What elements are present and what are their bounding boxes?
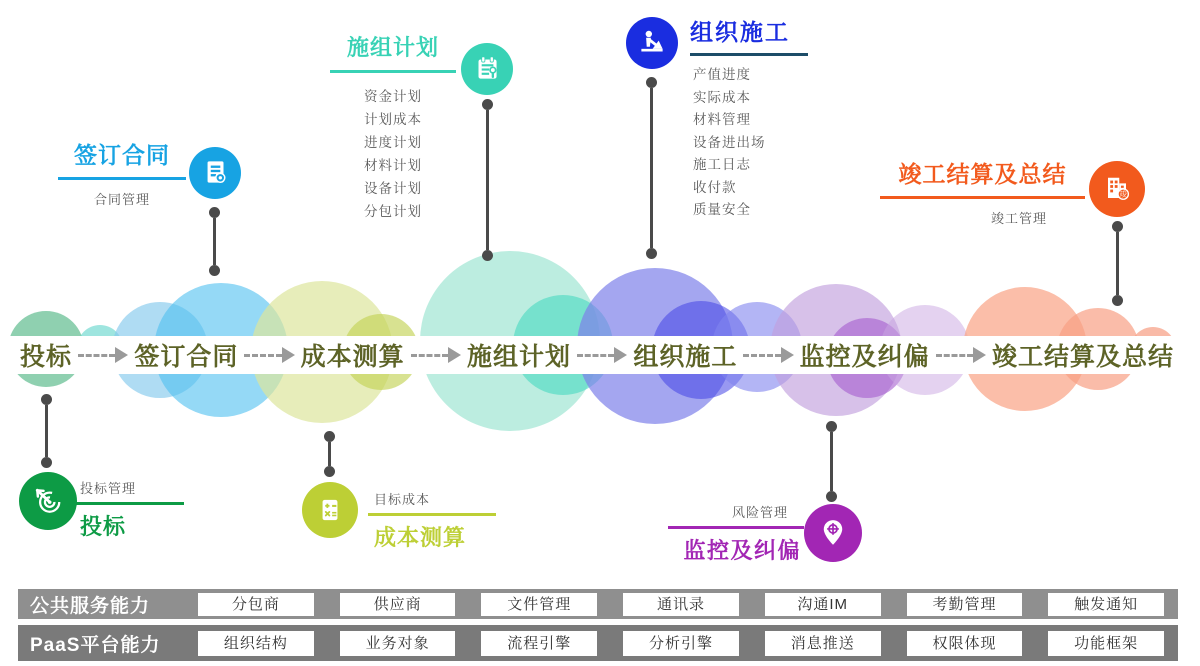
callout-construction-plan bbox=[330, 31, 456, 223]
callout-organize-construction bbox=[690, 14, 812, 222]
callout-underline bbox=[368, 513, 496, 516]
connector-dot bbox=[41, 394, 52, 405]
connector-dot bbox=[41, 457, 52, 468]
timeline-step: 竣工结算及总结 bbox=[991, 343, 1174, 371]
callout-item-list bbox=[690, 64, 812, 222]
connector-dot bbox=[209, 207, 220, 218]
timeline-arrow-icon bbox=[78, 347, 128, 363]
capability-row-label: 公共服务能力 bbox=[30, 595, 151, 617]
callout-title: 投标 bbox=[80, 514, 127, 539]
callout-title: 监控及纠偏 bbox=[683, 538, 801, 563]
connector-construct bbox=[646, 77, 657, 259]
timeline-arrow-icon bbox=[743, 347, 793, 363]
callout-completion-settlement bbox=[880, 156, 1085, 227]
connector-line bbox=[213, 218, 216, 265]
timeline-arrow-icon bbox=[244, 347, 294, 363]
callout-list-item: 材料计划 bbox=[364, 158, 422, 173]
callout-title: 组织施工 bbox=[690, 19, 790, 45]
connector-line bbox=[650, 88, 653, 248]
contract-document-icon bbox=[189, 147, 241, 199]
connector-line bbox=[830, 432, 833, 491]
connector-line bbox=[45, 405, 48, 457]
connector-line bbox=[1116, 232, 1119, 295]
callout-cost-estimate bbox=[368, 489, 496, 552]
completion-badge-char: 竣 bbox=[1119, 189, 1127, 199]
capability-row-paas-platform bbox=[18, 625, 1178, 661]
connector-dot bbox=[324, 466, 335, 477]
connector-monitor bbox=[826, 421, 837, 502]
capability-item: 分析引擎 bbox=[623, 631, 739, 656]
callout-list-item: 收付款 bbox=[693, 179, 737, 195]
callout-tag: 目标成本 bbox=[374, 492, 431, 507]
callout-list-item: 质量安全 bbox=[693, 202, 751, 217]
capability-item: 文件管理 bbox=[481, 593, 597, 616]
callout-list-item: 实际成本 bbox=[693, 89, 751, 105]
callout-underline bbox=[668, 526, 804, 529]
capability-item: 功能框架 bbox=[1048, 631, 1164, 656]
connector-dot bbox=[1112, 295, 1123, 306]
timeline-arrow-icon bbox=[936, 347, 986, 363]
calculator-icon bbox=[302, 482, 358, 538]
callout-list-item: 设备计划 bbox=[364, 181, 422, 196]
callout-tag: 风险管理 bbox=[731, 505, 788, 520]
capability-item: 权限体现 bbox=[907, 631, 1023, 656]
capability-row-public-services bbox=[18, 589, 1178, 619]
connector-completion bbox=[1112, 221, 1123, 306]
timeline-step: 监控及纠偏 bbox=[799, 343, 930, 371]
callout-title: 签订合同 bbox=[58, 137, 186, 180]
capability-item: 沟通IM bbox=[765, 593, 881, 616]
capability-item: 通讯录 bbox=[623, 593, 739, 616]
capability-item-list bbox=[180, 593, 1178, 616]
timeline-step: 成本测算 bbox=[300, 343, 405, 371]
connector-line bbox=[486, 110, 489, 250]
timeline-step: 施组计划 bbox=[466, 343, 571, 371]
callout-list-item: 设备进出场 bbox=[693, 134, 766, 150]
connector-plan bbox=[482, 99, 493, 261]
timeline-arrow-icon bbox=[577, 347, 627, 363]
connector-dot bbox=[324, 431, 335, 442]
callout-tag: 投标管理 bbox=[80, 481, 137, 496]
connector-line bbox=[328, 442, 331, 466]
callout-sign-contract bbox=[58, 137, 186, 208]
capability-item: 分包商 bbox=[198, 593, 314, 616]
callout-title: 竣工结算及总结 bbox=[880, 156, 1085, 199]
connector-cost bbox=[324, 431, 335, 477]
callout-monitor-correction bbox=[668, 502, 804, 565]
timeline-step: 投标 bbox=[20, 343, 73, 371]
connector-dot bbox=[482, 99, 493, 110]
capability-row-label: PaaS平台能力 bbox=[30, 634, 161, 656]
capability-item: 消息推送 bbox=[765, 631, 881, 656]
capability-item: 流程引擎 bbox=[481, 631, 597, 656]
callout-list-item: 产值进度 bbox=[693, 67, 751, 82]
callout-underline bbox=[74, 502, 184, 505]
capability-item: 供应商 bbox=[340, 593, 456, 616]
capability-item: 组织结构 bbox=[198, 631, 314, 656]
callout-list-item: 材料管理 bbox=[693, 112, 751, 127]
callout-title: 施组计划 bbox=[330, 31, 456, 73]
construction-worker-icon bbox=[626, 17, 678, 69]
capability-item: 业务对象 bbox=[340, 631, 456, 656]
connector-dot bbox=[209, 265, 220, 276]
callout-tag: 合同管理 bbox=[93, 192, 150, 207]
capability-item-list bbox=[180, 631, 1178, 656]
connector-bid bbox=[41, 394, 52, 468]
capability-item: 触发通知 bbox=[1048, 593, 1164, 616]
callout-underline bbox=[690, 53, 808, 56]
completion-building-icon bbox=[1089, 161, 1145, 217]
callout-list-item: 计划成本 bbox=[364, 112, 422, 127]
connector-dot bbox=[1112, 221, 1123, 232]
connector-dot bbox=[646, 248, 657, 259]
monitor-pin-icon bbox=[804, 504, 862, 562]
connector-contract bbox=[209, 207, 220, 276]
callout-item-list bbox=[330, 85, 456, 223]
capability-item: 考勤管理 bbox=[907, 593, 1023, 616]
timeline-band bbox=[0, 336, 1200, 374]
timeline-arrow-icon bbox=[411, 347, 461, 363]
connector-dot bbox=[482, 250, 493, 261]
callout-list-item: 资金计划 bbox=[364, 89, 422, 104]
callout-list-item: 施工日志 bbox=[693, 157, 751, 172]
plan-clipboard-icon bbox=[461, 43, 513, 95]
callout-list-item: 分包计划 bbox=[364, 204, 422, 219]
callout-bid bbox=[74, 478, 184, 541]
callout-list-item: 进度计划 bbox=[364, 135, 422, 150]
bid-target-icon bbox=[19, 472, 77, 530]
connector-dot bbox=[826, 421, 837, 432]
timeline-step: 组织施工 bbox=[633, 343, 738, 371]
connector-dot bbox=[646, 77, 657, 88]
connector-dot bbox=[826, 491, 837, 502]
timeline-step: 签订合同 bbox=[134, 343, 239, 371]
callout-title: 成本测算 bbox=[374, 525, 467, 550]
callout-tag: 竣工管理 bbox=[990, 211, 1047, 226]
